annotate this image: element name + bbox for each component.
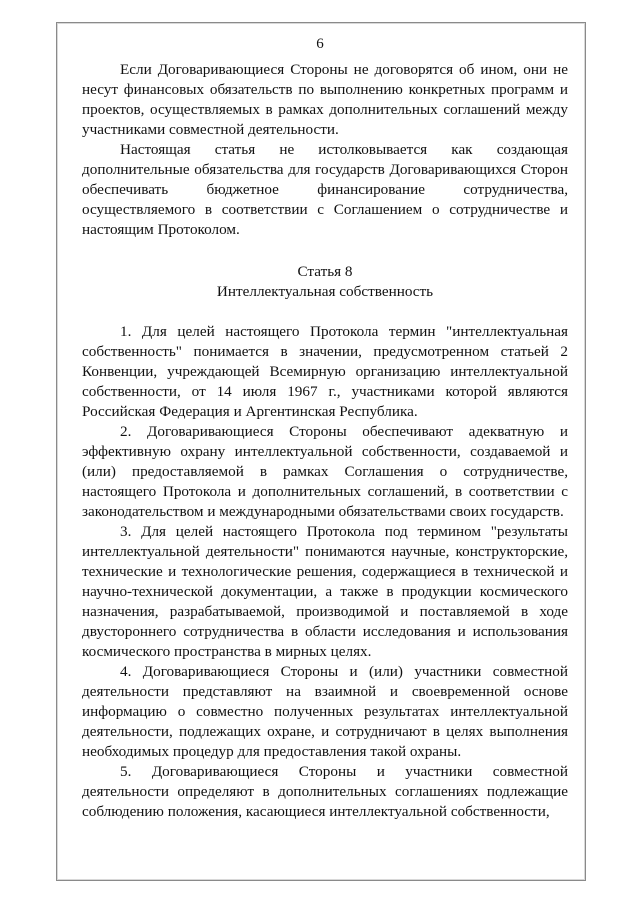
article-item-3: 3. Для целей настоящего Протокола под термином "результаты интеллектуальной деятельности" понимаются научные, конструкторские, технические и технологические решения, содержащиеся в технической и научно-технической документации, а также в продукции космического назначения, разрабатываемой, производимой и поставляемой в ходе двустороннего сотрудничества в области исследования и использования космического пространства в мирных целях. — [82, 523, 568, 660]
article-item-5: 5. Договаривающиеся Стороны и участники совместной деятельности определяют в дополнительных соглашениях подлежащие соблюдению положения, касающиеся интеллектуальной собственности, — [82, 763, 568, 820]
spacer — [82, 302, 568, 322]
article-item-2: 2. Договаривающиеся Стороны обеспечивают адекватную и эффективную охрану интеллектуальной собственности, создаваемой и (или) предоставляемой в рамках Соглашения о сотрудничестве, настоящего Протокола и дополнительных соглашений, в соответствии с законодательством и международными обязательствами своих государств. — [82, 423, 568, 520]
article-item-4: 4. Договаривающиеся Стороны и (или) участники совместной деятельности представляют на взаимной и своевременной основе информацию о совместно полученных результатах интеллектуальной деятельности, подлежащих охране, и сотрудничают в целях выполнения необходимых процедур для предоставления такой охраны. — [82, 663, 568, 760]
paragraph: Если Договаривающиеся Стороны не договорятся об ином, они не несут финансовых обязательств по выполнению конкретных программ и проектов, осуществляемых в рамках дополнительных соглашений между участниками совместной деятельности. — [82, 61, 568, 138]
spacer — [82, 240, 568, 262]
article-heading: Статья 8 — [297, 263, 353, 280]
document-body — [82, 60, 568, 822]
paragraph: Настоящая статья не истолковывается как создающая дополнительные обязательства для государств Договаривающихся Сторон обеспечивать бюджетное финансирование сотрудничества, осуществляемого в соответствии с Соглашением о сотрудничестве и настоящим Протоколом. — [82, 141, 568, 238]
article-title: Интеллектуальная собственность — [216, 283, 434, 300]
article-item-1: 1. Для целей настоящего Протокола термин "интеллектуальная собственность" понимается в значении, предусмотренном статьей 2 Конвенции, учреждающей Всемирную организацию интеллектуальной собственности, от 14 июля 1967 г., участниками которой являются Российская Федерация и Аргентинская Республика. — [82, 323, 568, 420]
page-number: 6 — [316, 36, 324, 52]
